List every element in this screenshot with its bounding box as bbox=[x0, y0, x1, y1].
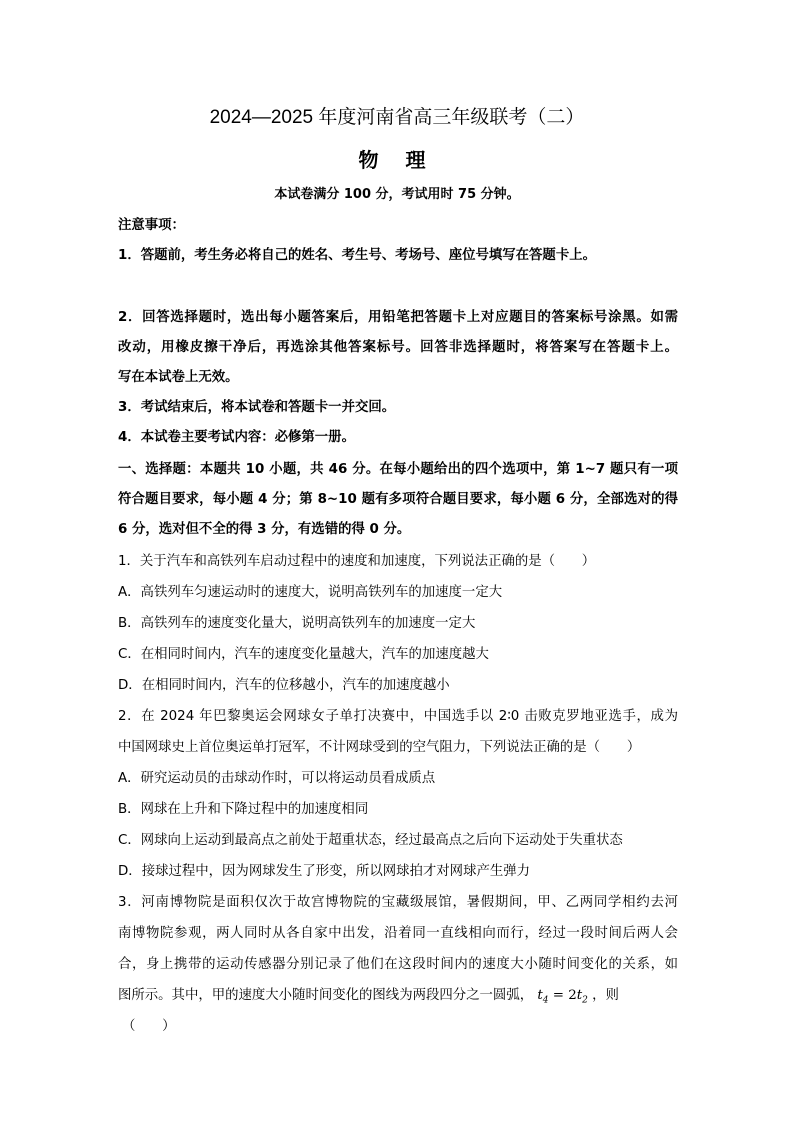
answer-blank: （ ） bbox=[122, 1019, 176, 1034]
section-heading: 6 分，选对但不全的得 3 分，有选错的得 0 分。 bbox=[118, 522, 411, 537]
question-1-option-d: D．在相同时间内，汽车的位移越小，汽车的加速度越小 bbox=[118, 678, 450, 693]
question-3-stem: 合，身上携带的运动传感器分别记录了他们在这段时间内的速度大小随时间变化的关系，如 bbox=[118, 957, 678, 972]
note-item: 2．回答选择题时，选出每小题答案后，用铅笔把答题卡上对应题目的答案标号涂黑。如需 bbox=[118, 310, 678, 325]
question-2-option-b: B．网球在上升和下降过程中的加速度相同 bbox=[118, 802, 369, 817]
question-2-stem: 2．在 2024 年巴黎奥运会网球女子单打决赛中，中国选手以 2∶0 击败克罗地亚选手，成为 bbox=[118, 709, 678, 724]
question-2-stem: 中国网球史上首位奥运单打冠军，不计网球受到的空气阻力，下列说法正确的是（ ） bbox=[118, 740, 641, 755]
note-item: 1．答题前，考生务必将自己的姓名、考生号、考场号、座位号填写在答题卡上。 bbox=[118, 248, 596, 263]
question-2-option-d: D．接球过程中，因为网球发生了形变，所以网球拍才对网球产生弹力 bbox=[118, 864, 531, 879]
question-3-text-end: ，则 bbox=[592, 988, 619, 1003]
section-heading: 一、选择题：本题共 10 小题，共 46 分。在每小题给出的四个选项中，第 1~7 题只有一项 bbox=[118, 462, 678, 477]
exam-title: 2024—2025 年度河南省高三年级联考（二） bbox=[209, 107, 585, 128]
subject-title: 物 理 bbox=[358, 148, 436, 172]
note-item: 4．本试卷主要考试内容：必修第一册。 bbox=[118, 430, 355, 445]
question-2-option-c: C．网球向上运动到最高点之前处于超重状态，经过最高点之后向下运动处于失重状态 bbox=[118, 833, 623, 848]
question-3-equation: $t_4 = 2t_2$ bbox=[537, 988, 588, 1006]
note-item: 3．考试结束后，将本试卷和答题卡一并交回。 bbox=[118, 400, 396, 415]
question-1-option-c: C．在相同时间内，汽车的速度变化量越大，汽车的加速度越大 bbox=[118, 647, 489, 662]
note-item: 写在本试卷上无效。 bbox=[118, 370, 239, 385]
question-3-stem: 3．河南博物院是面积仅次于故宫博物院的宝藏级展馆，暑假期间，甲、乙两同学相约去河 bbox=[118, 895, 678, 910]
note-item: 改动，用橡皮擦干净后，再选涂其他答案标号。回答非选择题时，将答案写在答题卡上。 bbox=[118, 340, 678, 355]
notes-heading: 注意事项： bbox=[118, 218, 185, 233]
question-3-stem bbox=[118, 986, 678, 1011]
question-3-text: 图所示。其中，甲的速度大小随时间变化的图线为两段四分之一圆弧， bbox=[118, 988, 534, 1003]
exam-info: 本试卷满分 100 分，考试用时 75 分钟。 bbox=[274, 187, 520, 202]
question-1-stem: 1．关于汽车和高铁列车启动过程中的速度和加速度，下列说法正确的是（ ） bbox=[118, 554, 596, 569]
question-1-option-a: A．高铁列车匀速运动时的速度大，说明高铁列车的加速度一定大 bbox=[118, 585, 503, 600]
question-1-option-b: B．高铁列车的速度变化量大，说明高铁列车的加速度一定大 bbox=[118, 616, 476, 631]
section-heading: 符合题目要求，每小题 4 分；第 8~10 题有多项符合题目要求，每小题 6 分，全部选对的得 bbox=[118, 492, 678, 507]
question-3-stem: 南博物院参观，两人同时从各自家中出发，沿着同一直线相向而行，经过一段时间后两人会 bbox=[118, 926, 678, 941]
question-2-option-a: A．研究运动员的击球动作时，可以将运动员看成质点 bbox=[118, 771, 436, 786]
